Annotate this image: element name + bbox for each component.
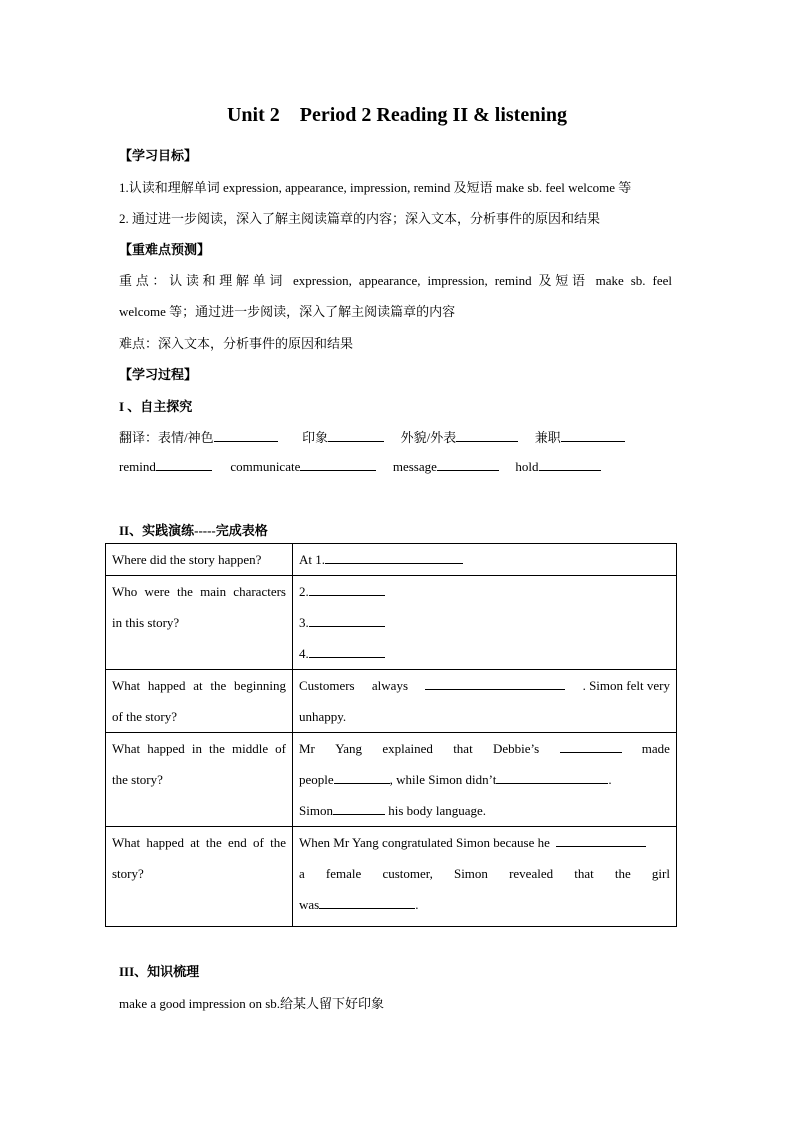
question-cell: Who were the main characters in this story? <box>106 576 293 670</box>
section-3-heading: III、知识梳理 <box>119 964 200 979</box>
vocab-word: remind <box>119 459 156 474</box>
question-cell: What happed at the beginning of the story? <box>106 670 293 733</box>
answer-blank[interactable] <box>561 429 625 442</box>
answer-cell: Mr Yang explained that Debbie’s made people , while Simon didn’t . Simon his body language. <box>293 733 677 827</box>
story-table <box>105 543 677 927</box>
answer-blank[interactable] <box>456 429 518 442</box>
key-point-line-1: 重点：认读和理解单词 expression, appearance, impression, remind 及短语 make sb. feel <box>119 273 672 288</box>
section-2-heading: II、实践演练-----完成表格 <box>119 523 268 538</box>
answer-blank[interactable] <box>560 740 622 753</box>
answer-cell: At 1. <box>293 544 677 576</box>
question-cell: Where did the story happen? <box>106 544 293 576</box>
answer-cell: Customers always . Simon felt very unhappy. <box>293 670 677 733</box>
vocab-word: 印象 <box>302 430 329 445</box>
table-row <box>106 733 677 827</box>
translate-row-1 <box>119 427 625 446</box>
answer-blank[interactable] <box>309 645 385 658</box>
answer-blank[interactable] <box>333 802 385 815</box>
answer-blank[interactable] <box>300 458 376 471</box>
page-title: Unit 2 Period 2 Reading II & listening <box>226 104 568 126</box>
answer-blank[interactable] <box>325 551 463 564</box>
answer-blank[interactable] <box>425 677 565 690</box>
answer-cell: When Mr Yang congratulated Simon because he a female customer, Simon revealed that the girl was . <box>293 827 677 927</box>
question-cell: What happed at the end of the story? <box>106 827 293 927</box>
vocab-word: message <box>392 459 437 474</box>
vocab-word: 兼职 <box>534 430 561 445</box>
objective-item-2: 2. 通过进一步阅读，深入了解主阅读篇章的内容；深入文本，分析事件的原因和结果 <box>119 211 601 226</box>
vocab-word: communicate <box>230 459 301 474</box>
knowledge-item: make a good impression on sb.给某人留下好印象 <box>119 996 385 1011</box>
vocab-word: 外貌/外表 <box>400 430 457 445</box>
answer-blank[interactable] <box>496 771 608 784</box>
table-row <box>106 576 677 670</box>
answer-blank[interactable] <box>319 896 415 909</box>
difficulties-heading: 【重难点预测】 <box>119 242 211 257</box>
answer-blank[interactable] <box>309 614 385 627</box>
answer-blank[interactable] <box>334 771 390 784</box>
hard-point: 难点：深入文本，分析事件的原因和结果 <box>119 336 354 351</box>
table-row <box>106 544 677 576</box>
vocab-word: 表情/神色 <box>158 430 214 445</box>
section-1-heading: I 、自主探究 <box>119 399 193 414</box>
answer-blank[interactable] <box>539 458 601 471</box>
question-cell: What happed in the middle of the story? <box>106 733 293 827</box>
objective-item-1: 1.认读和理解单词 expression, appearance, impression, remind 及短语 make sb. feel welcome 等 <box>119 180 632 195</box>
translate-row-2 <box>119 458 601 475</box>
answer-blank[interactable] <box>309 583 385 596</box>
translate-prefix: 翻译： <box>119 430 159 445</box>
vocab-word: hold <box>515 459 539 474</box>
objectives-heading: 【学习目标】 <box>119 148 198 163</box>
answer-blank[interactable] <box>556 834 646 847</box>
answer-blank[interactable] <box>156 458 212 471</box>
table-row <box>106 670 677 733</box>
process-heading: 【学习过程】 <box>119 367 198 382</box>
answer-blank[interactable] <box>328 429 384 442</box>
answer-blank[interactable] <box>214 429 278 442</box>
answer-blank[interactable] <box>437 458 499 471</box>
key-point-line-2: welcome 等；通过进一步阅读，深入了解主阅读篇章的内容 <box>119 304 456 319</box>
answer-cell: 2. 3. 4. <box>293 576 677 670</box>
table-row <box>106 827 677 927</box>
